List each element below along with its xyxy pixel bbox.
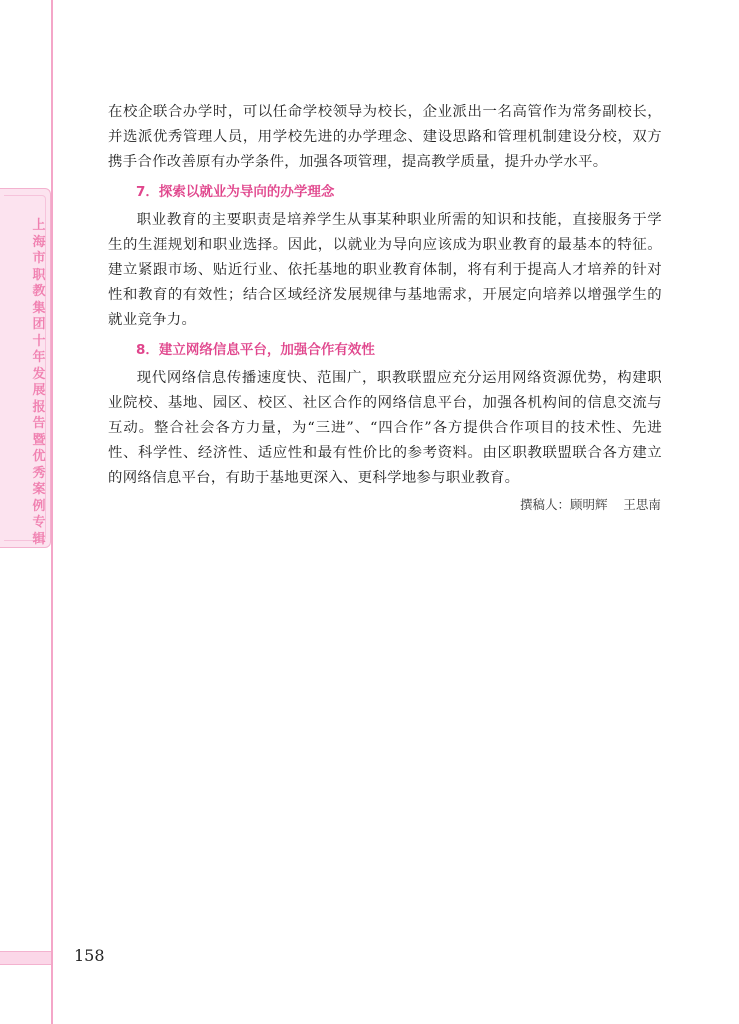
main-content — [108, 100, 662, 491]
intro-paragraph: 在校企联合办学时，可以任命学校领导为校长，企业派出一名高管作为常务副校长，并选派优秀管理人员，用学校先进的办学理念、建设思路和管理机制建设分校，双方携手合作改善原有办学条件，加强各项管理，提高教学质量，提升办学水平。 — [108, 104, 662, 170]
section-7-heading: 7．探索以就业为导向的办学理念 — [136, 184, 335, 200]
margin-line — [51, 0, 53, 1024]
bottom-tab — [0, 951, 51, 965]
section-8-paragraph: 现代网络信息传播速度快、范围广，职教联盟应充分运用网络资源优势，构建职业院校、基地、园区、校区、社区合作的网络信息平台，加强各机构间的信息交流与互动。整合社会各方力量，为“三进”、“四合作”各方提供合作项目的技术性、先进性、科学性、经济性、适应性和最有性价比的参考资料。由区职教联盟联合各方建立的网络信息平台，有助于基地更深入、更科学地参与职业教育。 — [108, 370, 662, 486]
author-byline: 撰稿人：顾明辉 王思南 — [520, 497, 661, 512]
section-8-heading: 8．建立网络信息平台，加强合作有效性 — [136, 342, 375, 358]
page-number: 158 — [74, 946, 105, 965]
side-label: 上海市职教集团十年发展报告暨优秀案例专辑 — [32, 218, 46, 547]
section-7-paragraph: 职业教育的主要职责是培养学生从事某种职业所需的知识和技能，直接服务于学生的生涯规划和职业选择。因此，以就业为导向应该成为职业教育的最基本的特征。建立紧跟市场、贴近行业、依托基地的职业教育体制，将有利于提高人才培养的针对性和教育的有效性；结合区域经济发展规律与基地需求，开展定向培养以增强学生的就业竞争力。 — [108, 212, 662, 328]
